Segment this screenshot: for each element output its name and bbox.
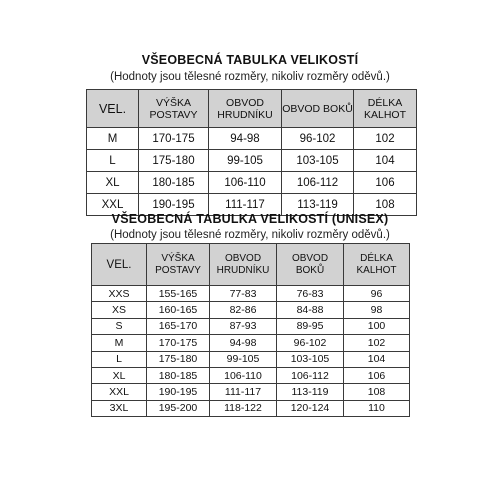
table-cell: 106 [354, 172, 417, 194]
table-row [92, 384, 410, 400]
table-cell: 111-117 [209, 194, 282, 216]
table-cell: XL [87, 172, 139, 194]
table-cell: 165-170 [147, 318, 210, 334]
header-hips: OBVOD BOKŮ [282, 90, 354, 128]
table-cell: 106-112 [282, 172, 354, 194]
header-height: VÝŠKA POSTAVY [139, 90, 209, 128]
table-cell: S [92, 318, 147, 334]
table-cell: XXS [92, 286, 147, 302]
table-cell: 155-165 [147, 286, 210, 302]
header-size: VEL. [87, 90, 139, 128]
table-cell: 84-88 [277, 302, 344, 318]
header-hips: OBVOD BOKŮ [277, 244, 344, 286]
table-row [92, 351, 410, 367]
table-cell: 108 [344, 384, 410, 400]
table-row [92, 318, 410, 334]
table-header-row [92, 244, 410, 286]
table-cell: 106-110 [210, 367, 277, 383]
size-table [86, 89, 417, 216]
table-cell: 108 [354, 194, 417, 216]
table-cell: 100 [344, 318, 410, 334]
table-cell: 96-102 [277, 335, 344, 351]
table-cell: 190-195 [147, 384, 210, 400]
table-cell: 96-102 [282, 128, 354, 150]
header-chest: OBVOD HRUDNÍKU [209, 90, 282, 128]
table-cell: 113-119 [277, 384, 344, 400]
header-trouser-length: DÉLKA KALHOT [344, 244, 410, 286]
size-table-title: VŠEOBECNÁ TABULKA VELIKOSTÍ [141, 53, 359, 67]
table-cell: 160-165 [147, 302, 210, 318]
table-cell: 96 [344, 286, 410, 302]
table-cell: 190-195 [139, 194, 209, 216]
table-row [87, 150, 417, 172]
table-cell: 111-117 [210, 384, 277, 400]
table-cell: XXL [92, 384, 147, 400]
table-cell: 103-105 [277, 351, 344, 367]
table-cell: 106 [344, 367, 410, 383]
table-cell: 82-86 [210, 302, 277, 318]
table-row [92, 286, 410, 302]
table-cell: 113-119 [282, 194, 354, 216]
table-cell: 103-105 [282, 150, 354, 172]
header-size: VEL. [92, 244, 147, 286]
table-cell: 94-98 [209, 128, 282, 150]
table-cell: 106-110 [209, 172, 282, 194]
table-cell: 3XL [92, 400, 147, 416]
table-cell: 99-105 [209, 150, 282, 172]
table-cell: 87-93 [210, 318, 277, 334]
table-cell: 102 [344, 335, 410, 351]
table-cell: L [92, 351, 147, 367]
table-cell: 94-98 [210, 335, 277, 351]
table-row [92, 302, 410, 318]
table-row [87, 128, 417, 150]
table-row [87, 172, 417, 194]
table-cell: 120-124 [277, 400, 344, 416]
table-cell: 195-200 [147, 400, 210, 416]
table-cell: 104 [344, 351, 410, 367]
table-cell: 175-180 [147, 351, 210, 367]
table-cell: L [87, 150, 139, 172]
table-cell: M [92, 335, 147, 351]
unisex-size-table [91, 243, 410, 417]
table-cell: 98 [344, 302, 410, 318]
table-cell: 76-83 [277, 286, 344, 302]
table-cell: XS [92, 302, 147, 318]
table-cell: 89-95 [277, 318, 344, 334]
unisex-size-table-title: VŠEOBECNÁ TABULKA VELIKOSTÍ (UNISEX) [111, 212, 389, 226]
table-cell: XL [92, 367, 147, 383]
table-row [92, 335, 410, 351]
table-cell: 180-185 [139, 172, 209, 194]
table-cell: 170-175 [139, 128, 209, 150]
table-cell: 106-112 [277, 367, 344, 383]
table-cell: 77-83 [210, 286, 277, 302]
size-table-subtitle: (Hodnoty jsou tělesné rozměry, nikoliv rozměry oděvů.) [110, 71, 390, 83]
table-cell: 180-185 [147, 367, 210, 383]
table-cell: 99-105 [210, 351, 277, 367]
header-height: VÝŠKA POSTAVY [147, 244, 210, 286]
table-cell: 170-175 [147, 335, 210, 351]
table-cell: 104 [354, 150, 417, 172]
table-cell: M [87, 128, 139, 150]
table-row [92, 400, 410, 416]
header-chest: OBVOD HRUDNÍKU [210, 244, 277, 286]
table-cell: 110 [344, 400, 410, 416]
table-header-row [87, 90, 417, 128]
header-trouser-length: DÉLKA KALHOT [354, 90, 417, 128]
table-cell: 102 [354, 128, 417, 150]
table-cell: 175-180 [139, 150, 209, 172]
table-cell: 118-122 [210, 400, 277, 416]
table-row [92, 367, 410, 383]
table-cell: XXL [87, 194, 139, 216]
unisex-size-table-subtitle: (Hodnoty jsou tělesné rozměry, nikoliv rozměry oděvů.) [110, 229, 390, 241]
